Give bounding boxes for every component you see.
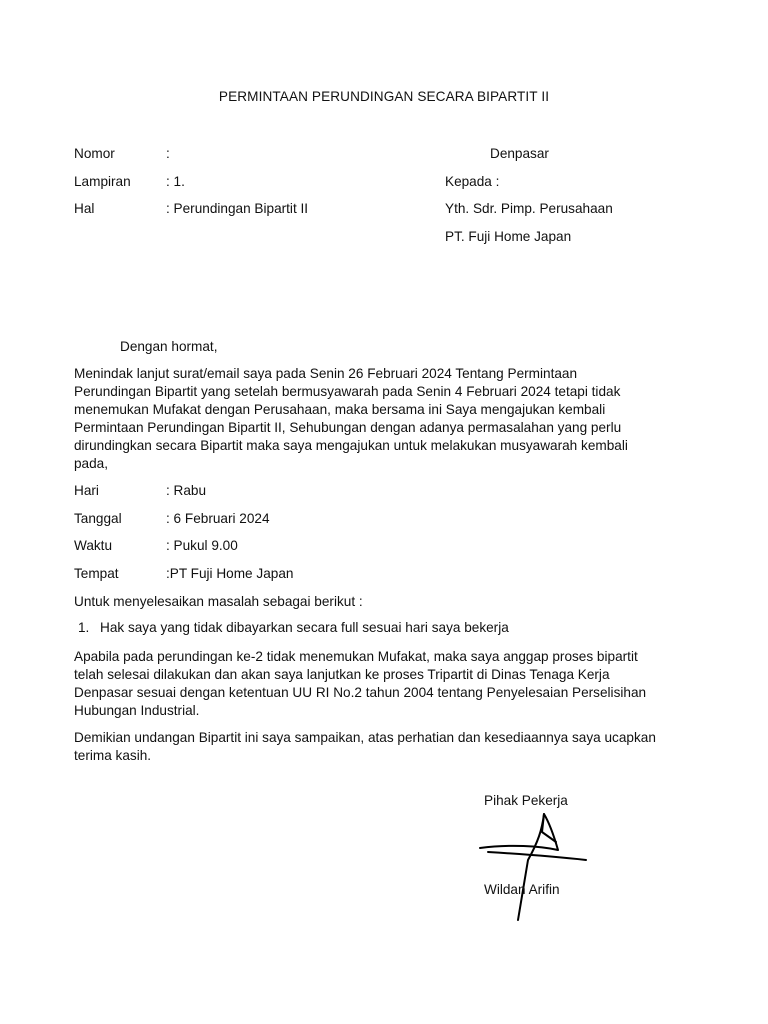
body-paragraph: [74, 365, 694, 473]
body-line: pada,: [74, 456, 109, 471]
lampiran-label: Lampiran: [74, 174, 131, 189]
issue-number: 1.: [78, 620, 90, 635]
followup-line: Hubungan Industrial.: [74, 703, 200, 718]
hari-value: : Rabu: [166, 483, 207, 498]
body-line: dirundingkan secara Bipartit maka saya mengajukan untuk melakukan musyawarah kembali: [74, 438, 628, 453]
letter-title: PERMINTAAN PERUNDINGAN SECARA BIPARTIT II: [218, 89, 550, 104]
body-line: Perundingan Bipartit yang setelah bermusyawarah pada Senin 4 Februari 2024 tetapi tidak: [74, 384, 621, 399]
hal-value: : Perundingan Bipartit II: [166, 201, 309, 216]
body-line: Permintaan Perundingan Bipartit II, Sehubungan dengan adanya permasalahan yang perlu: [74, 420, 622, 435]
hal-label: Hal: [74, 201, 95, 216]
followup-paragraph: [74, 648, 694, 720]
lampiran-value: : 1.: [166, 174, 185, 189]
followup-line: Denpasar sesuai dengan ketentuan UU RI No.2 tahun 2004 tentang Penyelesaian Perselisihan: [74, 685, 647, 700]
recipient-line-2: PT. Fuji Home Japan: [445, 229, 572, 244]
tanggal-label: Tanggal: [74, 511, 122, 526]
signature-name: Wildan Arifin: [484, 882, 560, 897]
hari-label: Hari: [74, 483, 99, 498]
body-line: Menindak lanjut surat/email saya pada Senin 26 Februari 2024 Tentang Permintaan: [74, 366, 578, 381]
tanggal-value: : 6 Februari 2024: [166, 511, 270, 526]
nomor-label: Nomor: [74, 146, 115, 161]
salutation: Dengan hormat,: [120, 339, 218, 354]
followup-line: telah selesai dilakukan dan akan saya lanjutkan ke proses Tripartit di Dinas Tenaga Kerja: [74, 667, 610, 682]
waktu-value: : Pukul 9.00: [166, 538, 238, 553]
recipient-intro: Kepada :: [445, 174, 500, 189]
closing-paragraph: [74, 729, 694, 765]
tempat-label: Tempat: [74, 566, 119, 581]
followup-line: Apabila pada perundingan ke-2 tidak menemukan Mufakat, maka saya anggap proses bipartit: [74, 649, 638, 664]
closing-line: terima kasih.: [74, 748, 152, 763]
place: Denpasar: [490, 146, 549, 161]
nomor-value: :: [166, 146, 170, 161]
issues-intro: Untuk menyelesaikan masalah sebagai berikut :: [74, 594, 363, 609]
closing-line: Demikian undangan Bipartit ini saya sampaikan, atas perhatian dan kesediaannya saya ucapkan: [74, 730, 656, 745]
recipient-line-1: Yth. Sdr. Pimp. Perusahaan: [445, 201, 613, 216]
tempat-value: :PT Fuji Home Japan: [166, 566, 294, 581]
waktu-label: Waktu: [74, 538, 113, 553]
body-line: menemukan Mufakat dengan Perusahaan, maka bersama ini Saya mengajukan kembali: [74, 402, 606, 417]
handwritten-signature: [470, 800, 600, 925]
issue-text: Hak saya yang tidak dibayarkan secara full sesuai hari saya bekerja: [100, 620, 509, 635]
signature-role: Pihak Pekerja: [484, 793, 568, 808]
